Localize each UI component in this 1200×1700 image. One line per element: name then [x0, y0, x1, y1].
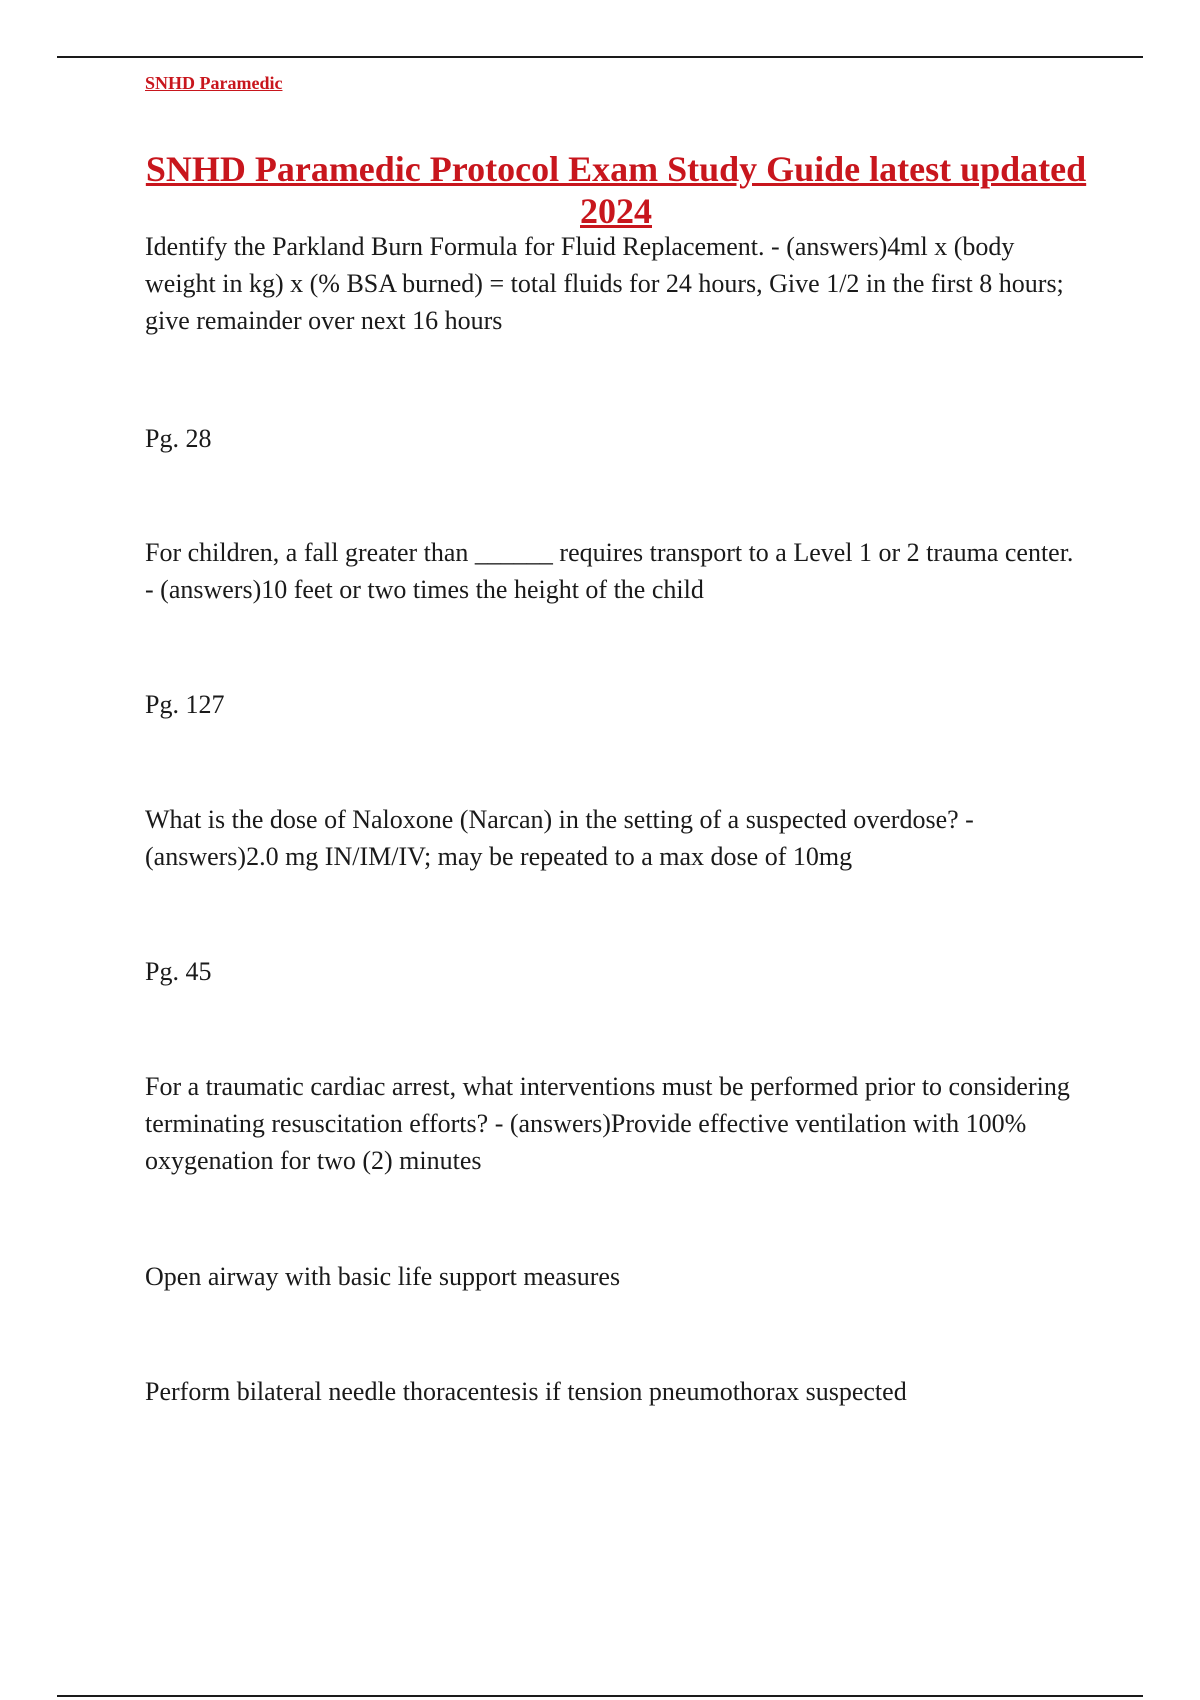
- page-ref-127: Pg. 127: [145, 690, 225, 719]
- qa-traumatic-arrest: For a traumatic cardiac arrest, what interventions must be performed prior to considering terminating resuscitation efforts? - (answers)Provide effective ventilation with 100% oxygenation for two (2) minutes: [145, 1072, 1070, 1175]
- page-ref-28: Pg. 28: [145, 424, 212, 453]
- document-title: SNHD Paramedic Protocol Exam Study Guide latest updated 2024: [145, 149, 1087, 231]
- header-link[interactable]: SNHD Paramedic: [145, 73, 283, 93]
- page-ref-45: Pg. 45: [145, 957, 212, 986]
- intervention-thoracentesis: Perform bilateral needle thoracentesis if tension pneumothorax suspected: [145, 1377, 907, 1406]
- top-divider: [57, 56, 1143, 58]
- qa-pediatric-fall: For children, a fall greater than ______ requires transport to a Level 1 or 2 trauma center. - (answers)10 feet or two times the height of the child: [145, 538, 1074, 604]
- qa-parkland-formula: Identify the Parkland Burn Formula for Fluid Replacement. - (answers)4ml x (body weight in kg) x (% BSA burned) = total fluids for 24 hours, Give 1/2 in the first 8 hours; give remainder over next 16 hours: [145, 232, 1064, 335]
- qa-naloxone-dose: What is the dose of Naloxone (Narcan) in the setting of a suspected overdose? - (answers)2.0 mg IN/IM/IV; may be repeated to a max dose of 10mg: [145, 805, 974, 871]
- bottom-divider: [57, 1695, 1143, 1697]
- intervention-airway: Open airway with basic life support measures: [145, 1262, 621, 1291]
